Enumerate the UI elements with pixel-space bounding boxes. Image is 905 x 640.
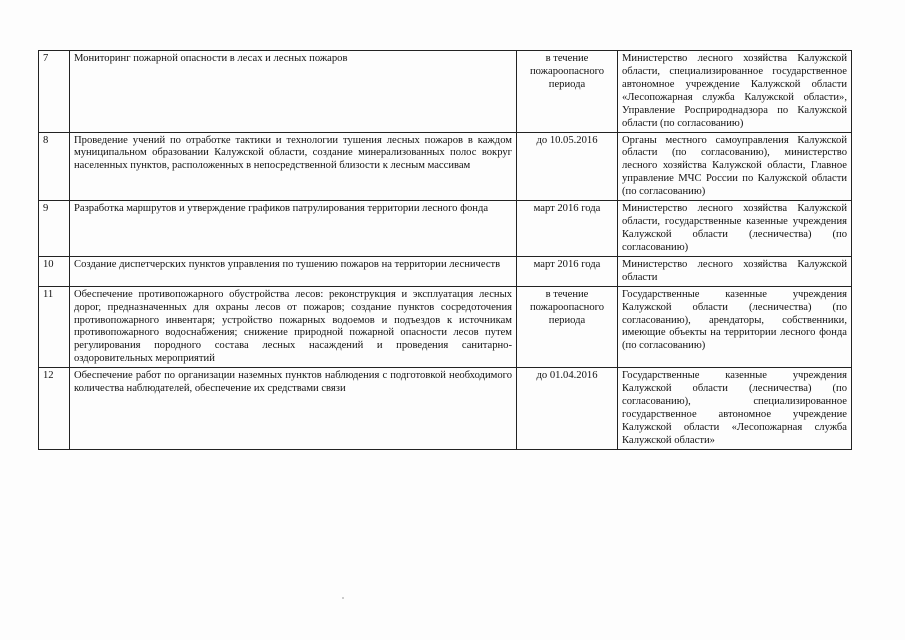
activity-cell: Обеспечение противопожарного обустройства лесов: реконструкция и эксплуатация лесных дорог, предназначенных для охраны лесов от пожаров; создание пунктов сосредоточения противопожарного инвентаря; устройство пожарных водоемов и подъездов к источникам противопожарного водоснабжения; снижение природной пожарной опасности лесов путем регулирования породного состава лесных насаждений и проведения санитарно-оздоровительных мероприятий bbox=[70, 286, 517, 368]
activity-cell: Обеспечение работ по организации наземных пунктов наблюдения с подготовкой необходимого количества наблюдателей, обеспечение их средствами связи bbox=[70, 368, 517, 450]
measures-table bbox=[38, 50, 852, 450]
deadline-cell: март 2016 года bbox=[517, 201, 618, 257]
deadline-cell: до 10.05.2016 bbox=[517, 132, 618, 201]
table-row bbox=[39, 132, 852, 201]
table-row bbox=[39, 256, 852, 286]
measures-table-body bbox=[39, 51, 852, 450]
row-number: 8 bbox=[39, 132, 70, 201]
scan-speck bbox=[342, 597, 344, 599]
activity-cell: Разработка маршрутов и утверждение графиков патрулирования территории лесного фонда bbox=[70, 201, 517, 257]
table-row bbox=[39, 286, 852, 368]
row-number: 11 bbox=[39, 286, 70, 368]
responsible-cell: Государственные казенные учреждения Калужской области (лесничества) (по согласованию), арендаторы, собственники, имеющие объекты на территории лесного фонда (по согласованию) bbox=[618, 286, 852, 368]
responsible-cell: Министерство лесного хозяйства Калужской области, специализированное государственное автономное учреждение Калужской области «Лесопожарная служба Калужской области», Управление Росприроднадзора по Калужской области (по согласованию) bbox=[618, 51, 852, 133]
responsible-cell: Органы местного самоуправления Калужской области (по согласованию), министерство лесного хозяйства Калужской области, Главное управление МЧС России по Калужской области (по согласованию) bbox=[618, 132, 852, 201]
deadline-cell: март 2016 года bbox=[517, 256, 618, 286]
table-row bbox=[39, 201, 852, 257]
responsible-cell: Министерство лесного хозяйства Калужской области, государственные казенные учреждения Калужской области (лесничества) (по согласованию) bbox=[618, 201, 852, 257]
deadline-cell: до 01.04.2016 bbox=[517, 368, 618, 450]
activity-cell: Проведение учений по отработке тактики и технологии тушения лесных пожаров в каждом муниципальном образовании Калужской области, создание минерализованных полос вокруг населенных пунктов, расположенных в непосредственной близости к лесным массивам bbox=[70, 132, 517, 201]
responsible-cell: Государственные казенные учреждения Калужской области (лесничества) (по согласованию), специализированное государственное автономное учреждение Калужской области «Лесопожарная служба Калужской области» bbox=[618, 368, 852, 450]
deadline-cell: в течение пожароопасного периода bbox=[517, 286, 618, 368]
row-number: 7 bbox=[39, 51, 70, 133]
activity-cell: Мониторинг пожарной опасности в лесах и лесных пожаров bbox=[70, 51, 517, 133]
row-number: 12 bbox=[39, 368, 70, 450]
responsible-cell: Министерство лесного хозяйства Калужской области bbox=[618, 256, 852, 286]
row-number: 10 bbox=[39, 256, 70, 286]
table-row bbox=[39, 368, 852, 450]
table-row bbox=[39, 51, 852, 133]
activity-cell: Создание диспетчерских пунктов управления по тушению пожаров на территории лесничеств bbox=[70, 256, 517, 286]
row-number: 9 bbox=[39, 201, 70, 257]
deadline-cell: в течение пожароопасного периода bbox=[517, 51, 618, 133]
